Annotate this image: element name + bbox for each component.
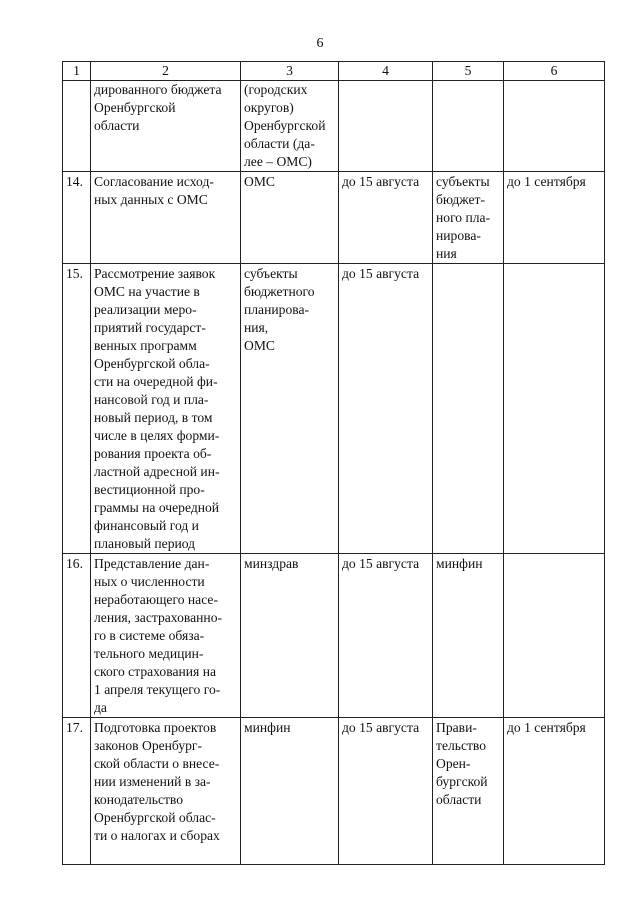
cell-line: ти о налогах и сборах [94, 828, 220, 843]
cell-line: минфин [244, 720, 291, 735]
cell-line: тельного медицин- [94, 646, 204, 661]
table-row [63, 718, 605, 865]
cell-line: планирова- [244, 302, 310, 317]
row-number-cell: 15. [63, 264, 91, 554]
cell-line: Подготовка проектов [94, 720, 217, 735]
cell-line: Оренбургской облас- [94, 810, 216, 825]
row-number-cell: 14. [63, 172, 91, 264]
deadline-cell [339, 264, 433, 554]
cell-line: Оренбургской [94, 100, 176, 115]
recipient-cell [433, 172, 504, 264]
cell-line: тельство [436, 738, 487, 753]
cell-line: ОМС на участие в [94, 284, 200, 299]
cell-line: ОМС [244, 338, 275, 353]
result-deadline-cell [504, 172, 605, 264]
recipient-cell [433, 554, 504, 718]
executor-cell [241, 554, 339, 718]
cell-line: плановый период [94, 536, 196, 551]
col-header-6: 6 [504, 62, 605, 81]
col-header-1: 1 [63, 62, 91, 81]
cell-line: ской области о внесе- [94, 756, 220, 771]
cell-line: до 15 августа [342, 720, 420, 735]
cell-line: до 15 августа [342, 174, 420, 189]
row-number-cell: 17. [63, 718, 91, 865]
action-cell [91, 172, 241, 264]
table-row [63, 81, 605, 172]
deadline-cell [339, 718, 433, 865]
cell-line: минздрав [244, 556, 299, 571]
cell-line: до 15 августа [342, 266, 420, 281]
cell-line: новый период, в том [94, 410, 213, 425]
cell-line: Представление дан- [94, 556, 210, 571]
col-header-2: 2 [91, 62, 241, 81]
cell-line: Рассмотрение заявок [94, 266, 216, 281]
cell-line: вестиционной про- [94, 482, 205, 497]
cell-line: финансовый год и [94, 518, 199, 533]
cell-line: нии изменений в за- [94, 774, 211, 789]
cell-line: бюджет- [436, 192, 486, 207]
cell-line: ления, застрахованно- [94, 610, 223, 625]
deadline-cell [339, 554, 433, 718]
result-deadline-cell [504, 81, 605, 172]
cell-line: законов Оренбург- [94, 738, 203, 753]
cell-line: венных программ [94, 338, 197, 353]
cell-line: неработающего насе- [94, 592, 218, 607]
cell-line: лее – ОМС) [244, 154, 312, 169]
cell-line: до 1 сентября [507, 720, 586, 735]
cell-line: области [94, 118, 140, 133]
result-deadline-cell [504, 718, 605, 865]
table-row [63, 172, 605, 264]
cell-line: области (да- [244, 136, 315, 151]
recipient-cell [433, 718, 504, 865]
executor-cell [241, 172, 339, 264]
cell-line: 1 апреля текущего го- [94, 682, 221, 697]
col-header-3: 3 [241, 62, 339, 81]
result-deadline-cell [504, 264, 605, 554]
cell-line: до 1 сентября [507, 174, 586, 189]
action-cell [91, 264, 241, 554]
cell-line: ского страхования на [94, 664, 217, 679]
cell-line: Орен- [436, 756, 471, 771]
header-row [63, 62, 605, 81]
cell-line: ОМС [244, 174, 275, 189]
col-header-5: 5 [433, 62, 504, 81]
table-row [63, 264, 605, 554]
cell-line: Оренбургской [244, 118, 326, 133]
cell-line: (городских [244, 82, 308, 97]
row-number-cell [63, 81, 91, 172]
cell-line: Согласование исход- [94, 174, 214, 189]
cell-line: ния [436, 246, 457, 261]
cell-line: нансовой год и пла- [94, 392, 209, 407]
table-row [63, 554, 605, 718]
cell-line: рования проекта об- [94, 446, 212, 461]
cell-line: приятий государст- [94, 320, 206, 335]
executor-cell [241, 264, 339, 554]
cell-line: ных данных с ОМС [94, 192, 208, 207]
cell-line: реализации меро- [94, 302, 197, 317]
cell-line: субъекты [436, 174, 490, 189]
cell-line: ния, [244, 320, 269, 335]
cell-line: области [436, 792, 482, 807]
cell-line: Оренбургской обла- [94, 356, 210, 371]
row-number-cell: 16. [63, 554, 91, 718]
executor-cell [241, 81, 339, 172]
deadline-cell [339, 81, 433, 172]
recipient-cell [433, 264, 504, 554]
cell-line: минфин [436, 556, 483, 571]
cell-line: да [94, 700, 107, 715]
action-cell [91, 554, 241, 718]
executor-cell [241, 718, 339, 865]
cell-line: числе в целях форми- [94, 428, 220, 443]
plan-table [62, 61, 605, 865]
page-number: 6 [316, 36, 324, 51]
col-header-4: 4 [339, 62, 433, 81]
cell-line: ного пла- [436, 210, 491, 225]
cell-line: нирова- [436, 228, 481, 243]
cell-line: граммы на очередной [94, 500, 220, 515]
cell-line: дированного бюджета [94, 82, 222, 97]
cell-line: Прави- [436, 720, 477, 735]
cell-line: ластной адресной ин- [94, 464, 220, 479]
cell-line: ных о численности [94, 574, 205, 589]
cell-line: бургской [436, 774, 488, 789]
cell-line: бюджетного [244, 284, 315, 299]
action-cell [91, 718, 241, 865]
result-deadline-cell [504, 554, 605, 718]
recipient-cell [433, 81, 504, 172]
cell-line: конодательство [94, 792, 184, 807]
cell-line: го в системе обяза- [94, 628, 205, 643]
deadline-cell [339, 172, 433, 264]
cell-line: округов) [244, 100, 294, 115]
cell-line: субъекты [244, 266, 298, 281]
cell-line: до 15 августа [342, 556, 420, 571]
cell-line: сти на очередной фи- [94, 374, 218, 389]
action-cell [91, 81, 241, 172]
